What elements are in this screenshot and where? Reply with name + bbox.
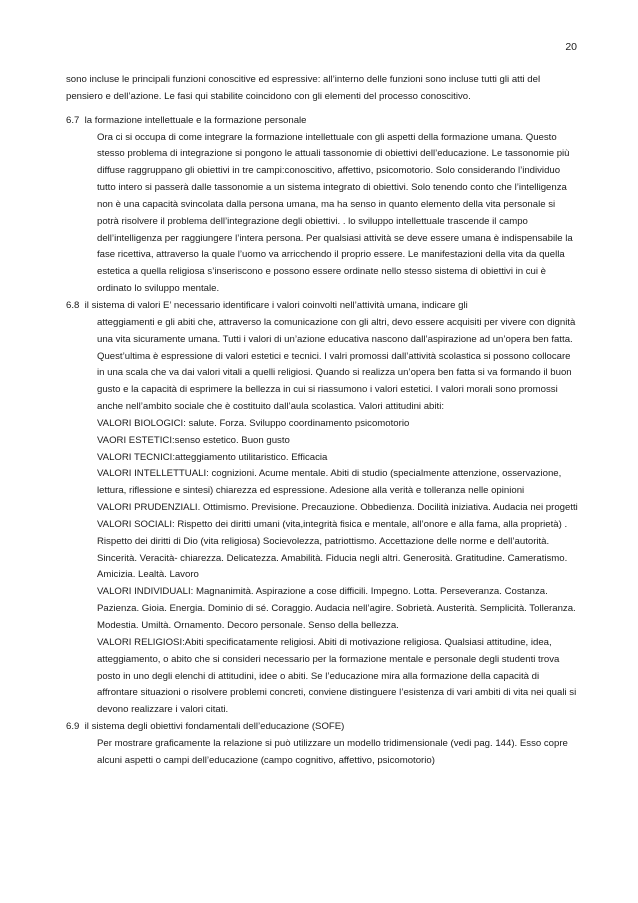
values-biologici: VALORI BIOLOGICI: salute. Forza. Sviluppo coordinamento psicomotorio [97,417,410,429]
intro-paragraph: sono incluse le principali funzioni conoscitive ed espressive: all’interno delle funzioni sono incluse tutti gli atti del pensiero e dell’azione. Le fasi qui stabilite coincidono con gli elementi del processo conoscitivo. [66,74,541,102]
section-heading [66,719,578,736]
section-body [66,736,578,770]
section-number: 6.7 [66,114,80,126]
values-religiosi: VALORI RELIGIOSI:Abiti specificatamente religiosi. Abiti di motivazione religiosa. Qualsiasi attitudine, idea, atteggiamento, o abito che si consideri necessario per la formazione mentale e personale degli studenti trova posto in uno degli elenchi di attitudini, idee o abiti. Se l’educazione mira alla formazione della capacità di affrontare situazioni o risolvere problemi concreti, conviene distinguere l’esistenza di vari ambiti di vita nei quali si devono realizzare i valori citati. [97,636,577,716]
section-body [66,130,578,298]
section-number: 6.8 [66,299,80,311]
section-6-8 [66,298,578,719]
values-individuali: VALORI INDIVIDUALI: Magnanimità. Aspirazione a cose difficili. Impegno. Lotta. Perseveranza. Costanza. Pazienza. Gioia. Energia. Dominio di sé. Coraggio. Audacia nell’agire. Sobrietà. Austerità. Semplicità. Tolleranza. Modestia. Umiltà. Ornamento. Decoro personale. Senso della bellezza. [97,586,576,631]
page-number: 20 [565,41,577,53]
section-heading [66,298,578,315]
section-title: la formazione intellettuale e la formazione personale [84,114,307,126]
values-sociali: VALORI SOCIALI: Rispetto dei diritti umani (vita,integrità fisica e mentale, all’onore e alla fama, alla proprietà) . Rispetto dei diritti di Dio (vita religiosa) Socievolezza, patriottismo. Accettazione delle norme e dell’autorità. Sincerità. Veracità- chiarezza. Delicatezza. Amabilità. Fiducia negli altri. Generosità. Gratitudine. Cameratismo. Amicizia. Lealtà. Lavoro [97,518,568,581]
section-title: il sistema degli obiettivi fondamentali dell’educazione (SOFE) [84,721,345,733]
page-content [66,72,578,770]
values-intellettuali: VALORI INTELLETTUALI: cognizioni. Acume mentale. Abiti di studio (specialmente attenzione, osservazione, lettura, riflessione e sintesi) chiarezza ed espressione. Adesione alla verità e tolleranza nelle opinioni [97,468,562,497]
section-6-9 [66,719,578,770]
paragraph: atteggiamenti e gli abiti che, attraverso la comunicazione con gli altri, devo essere acquisiti per vivere con dignità una vita sicuramente umana. Tutti i valori di un’azione educativa nascono dall’aspirazione ad un’opera ben fatta. Quest’ultima è espressione di valori estetici e tecnici. I valri promossi dall’attività scolastica si possono collocare in una scala che va dai valori vitali a quelli religiosi. Quando si realizza un’opera ben fatta si va formando il buon gusto e la capacità di esprimere la bellezza in cui si riassumono i valori estetici. I valori morali sono promossi anche nell’ambito sociale che è costituito dall’aula scolastica. Valori attitudini abiti: [97,316,576,413]
values-prudenziali: VALORI PRUDENZIALI. Ottimismo. Previsione. Precauzione. Obbedienza. Docilità iniziativa. Audacia nei progetti [97,502,578,514]
paragraph: Per mostrare graficamente la relazione si può utilizzare un modello tridimensionale (vedi pag. 144). Esso copre alcuni aspetti o campi dell’educazione (campo cognitivo, affettivo, psicomotorio) [97,737,568,766]
section-number: 6.9 [66,721,80,733]
section-6-7 [66,113,578,298]
values-tecnici: VALORI TECNICI:atteggiamento utilitaristico. Efficacia [97,451,328,463]
section-title: il sistema di valori E’ necessario identificare i valori coinvolti nell’attività umana, indicare gli [84,299,468,311]
values-estetici: VAORI ESTETICI:senso estetico. Buon gusto [97,434,290,446]
paragraph: Ora ci si occupa di come integrare la formazione intellettuale con gli aspetti della formazione umana. Questo stesso problema di integrazione si pongono le attuali tassonomie di obiettivi dell’educazione. Le tassonomie più diffuse raggruppano gli obiettivi in tre campi:conoscitivo, affettivo, psicomotorio. Solo considerando l’individuo tutto intero si passerà dalle tassonomie a un sistema integrato di obiettivi. Solo tenendo conto che l’intelligenza non è una capacità svincolata dalla persona umana, ma ha senso in quanto elemento della vita personale si potrà risolvere il problema dell’integrazione degli obiettivi. . lo sviluppo intellettuale trascende il campo dell’intelligenza per raggiungere l’intera persona. Per qualsiasi attività se deve essere umana è indispensabile la fase ricettiva, attraverso la quale l’uomo va arricchendo il proprio essere. Le manifestazioni della vita da quella estetica a quella religiosa s’inseriscono e possono essere ordinate nello stesso sistema di obiettivi in cui è ordinato lo sviluppo mentale. [97,131,573,295]
section-heading [66,113,578,130]
section-body [66,315,578,719]
